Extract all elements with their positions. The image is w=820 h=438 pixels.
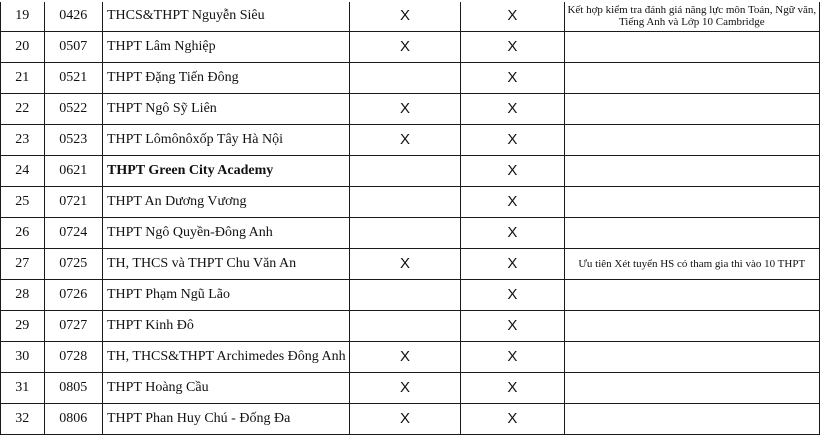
mark-col-2: X xyxy=(507,161,518,179)
row-number: 32 xyxy=(1,404,45,435)
note xyxy=(564,311,819,342)
mark-col-2: X xyxy=(507,37,518,55)
school-code: 0522 xyxy=(44,94,102,125)
table-row xyxy=(1,125,820,156)
table-row xyxy=(1,280,820,311)
table-row xyxy=(1,1,820,32)
mark-col-2: X xyxy=(507,316,518,334)
school-code: 0721 xyxy=(44,187,102,218)
note xyxy=(564,404,819,435)
school-name: THPT Phạm Ngũ Lão xyxy=(102,280,349,311)
mark-col-2: X xyxy=(507,347,518,365)
school-table-body xyxy=(1,1,820,435)
table-row xyxy=(1,311,820,342)
school-code: 0725 xyxy=(44,249,102,280)
school-code: 0805 xyxy=(44,373,102,404)
note xyxy=(564,32,819,63)
row-number: 22 xyxy=(1,94,45,125)
school-name: TH, THCS và THPT Chu Văn An xyxy=(102,249,349,280)
row-number: 31 xyxy=(1,373,45,404)
mark-col-1: X xyxy=(400,254,411,272)
school-code: 0727 xyxy=(44,311,102,342)
table-row xyxy=(1,218,820,249)
table-row xyxy=(1,63,820,94)
mark-col-2: X xyxy=(507,130,518,148)
row-number: 27 xyxy=(1,249,45,280)
row-number: 28 xyxy=(1,280,45,311)
mark-col-1: X xyxy=(400,6,411,24)
mark-col-1: X xyxy=(400,37,411,55)
mark-col-1: X xyxy=(400,409,411,427)
mark-col-2: X xyxy=(507,378,518,396)
school-code: 0426 xyxy=(44,1,102,32)
school-name: THPT Lômônôxốp Tây Hà Nội xyxy=(102,125,349,156)
school-name: THPT An Dương Vương xyxy=(102,187,349,218)
school-name: THPT Ngô Quyền-Đông Anh xyxy=(102,218,349,249)
table-row xyxy=(1,404,820,435)
note xyxy=(564,280,819,311)
note: Ưu tiên Xét tuyển HS có tham gia thi vào 10 THPT xyxy=(564,249,819,280)
mark-col-2: X xyxy=(507,6,518,24)
row-number: 29 xyxy=(1,311,45,342)
table-row xyxy=(1,249,820,280)
note xyxy=(564,63,819,94)
row-number: 21 xyxy=(1,63,45,94)
top-edge xyxy=(0,0,820,2)
school-code: 0806 xyxy=(44,404,102,435)
school-name: TH, THCS&THPT Archimedes Đông Anh xyxy=(102,342,349,373)
table-row xyxy=(1,94,820,125)
table-row xyxy=(1,32,820,63)
mark-col-1: X xyxy=(400,130,411,148)
row-number: 19 xyxy=(1,1,45,32)
school-code: 0726 xyxy=(44,280,102,311)
school-code: 0621 xyxy=(44,156,102,187)
note xyxy=(564,373,819,404)
note xyxy=(564,125,819,156)
school-code: 0728 xyxy=(44,342,102,373)
table-row xyxy=(1,342,820,373)
school-name: THPT Lâm Nghiệp xyxy=(102,32,349,63)
mark-col-2: X xyxy=(507,285,518,303)
row-number: 20 xyxy=(1,32,45,63)
mark-col-2: X xyxy=(507,409,518,427)
school-code: 0523 xyxy=(44,125,102,156)
school-name: THPT Kinh Đô xyxy=(102,311,349,342)
table-row xyxy=(1,187,820,218)
mark-col-1: X xyxy=(400,378,411,396)
mark-col-1: X xyxy=(400,99,411,117)
school-code: 0724 xyxy=(44,218,102,249)
school-code: 0507 xyxy=(44,32,102,63)
school-name: THPT Phan Huy Chú - Đống Đa xyxy=(102,404,349,435)
school-name: THPT Ngô Sỹ Liên xyxy=(102,94,349,125)
mark-col-2: X xyxy=(507,254,518,272)
school-name: THPT Hoàng Cầu xyxy=(102,373,349,404)
note xyxy=(564,187,819,218)
note xyxy=(564,342,819,373)
mark-col-2: X xyxy=(507,68,518,86)
row-number: 25 xyxy=(1,187,45,218)
school-name: THCS&THPT Nguyễn Siêu xyxy=(102,1,349,32)
note xyxy=(564,94,819,125)
note xyxy=(564,218,819,249)
mark-col-2: X xyxy=(507,99,518,117)
mark-col-2: X xyxy=(507,223,518,241)
row-number: 30 xyxy=(1,342,45,373)
table-row xyxy=(1,373,820,404)
row-number: 24 xyxy=(1,156,45,187)
note xyxy=(564,156,819,187)
note: Kết hợp kiểm tra đánh giá năng lực môn Toán, Ngữ văn, Tiếng Anh và Lớp 10 Cambridge xyxy=(564,1,819,32)
row-number: 23 xyxy=(1,125,45,156)
table-row xyxy=(1,156,820,187)
row-number: 26 xyxy=(1,218,45,249)
mark-col-1: X xyxy=(400,347,411,365)
mark-col-2: X xyxy=(507,192,518,210)
school-code: 0521 xyxy=(44,63,102,94)
school-name: THPT Đặng Tiến Đông xyxy=(102,63,349,94)
school-name: THPT Green City Academy xyxy=(102,156,349,187)
